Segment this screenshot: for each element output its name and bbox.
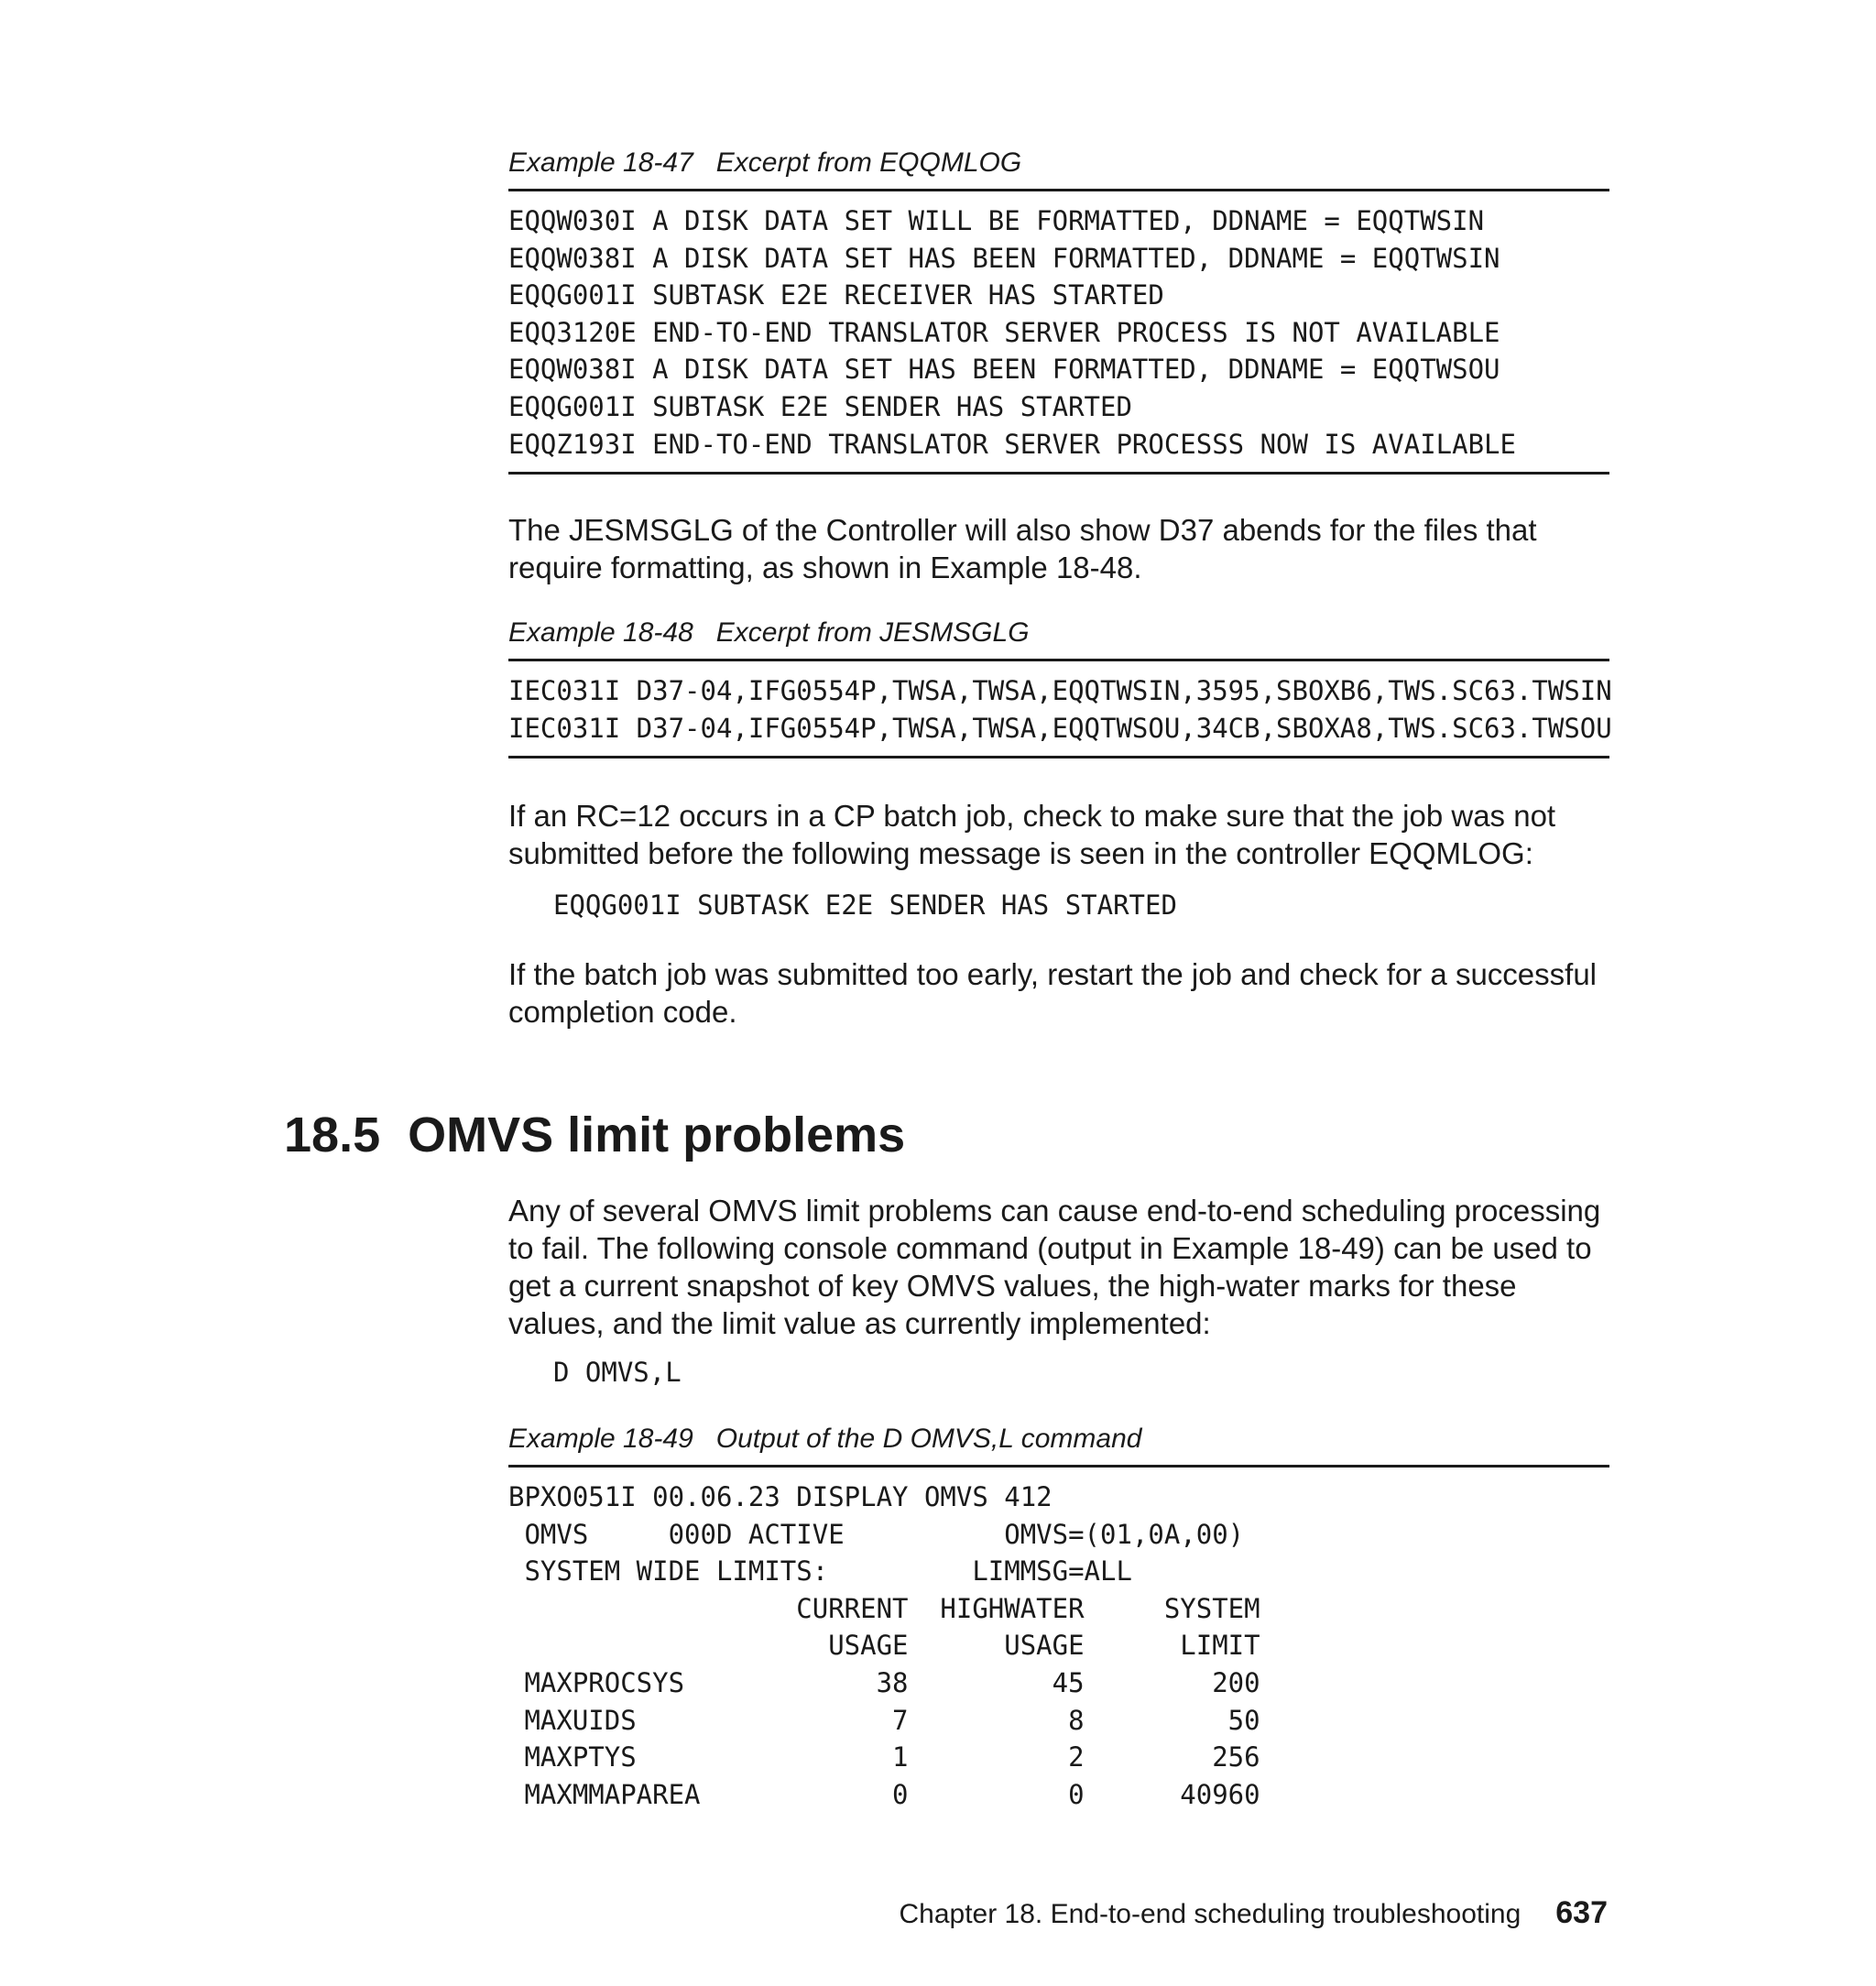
rule-top (508, 659, 1609, 661)
example-18-47 (508, 147, 1609, 475)
paragraph: If the batch job was submitted too early, restart the job and check for a successful completion code. (508, 957, 1597, 1029)
example-caption: Example 18-49 Output of the D OMVS,L command (508, 1424, 1142, 1454)
rule-top (508, 189, 1609, 191)
example-18-48 (508, 617, 1612, 758)
paragraph: If an RC=12 occurs in a CP batch job, check to make sure that the job was not submitted before the following message is seen in the controller EQQMLOG: (508, 799, 1556, 870)
example-caption: Example 18-48 Excerpt from JESMSGLG (508, 617, 1030, 648)
rule-top (508, 1465, 1609, 1468)
example-18-49 (508, 1423, 1609, 1813)
paragraph: The JESMSGLG of the Controller will also show D37 abends for the files that require formatting, as shown in Example 18-48. (508, 513, 1537, 584)
example-caption: Example 18-47 Excerpt from EQQMLOG (508, 147, 1022, 178)
section-heading: 18.5 OMVS limit problems (284, 1108, 906, 1162)
page-number: 637 (1555, 1895, 1608, 1930)
rule-bottom (508, 472, 1609, 475)
code-listing: IEC031I D37-04,IFG0554P,TWSA,TWSA,EQQTWSIN,3595,SBOXB6,TWS.SC63.TWSIN IEC031I D37-04,IFG0554P,TWSA,TWSA,EQQTWSOU,34CB,SBOXA8,TWS.SC63.TWSOU (508, 675, 1612, 744)
chapter-title: Chapter 18. End-to-end scheduling troubleshooting (899, 1899, 1522, 1929)
command-line: D OMVS,L (553, 1357, 682, 1388)
paragraph: Any of several OMVS limit problems can cause end-to-end scheduling processing to fail. The following console command (output in Example 18-49) can be used to get a current snapshot of key OMVS values, the high-water marks for these values, and the limit value as currently implemented: (508, 1194, 1601, 1340)
command-line: EQQG001I SUBTASK E2E SENDER HAS STARTED (553, 889, 1177, 921)
page-footer (899, 1894, 1608, 1933)
code-listing: EQQW030I A DISK DATA SET WILL BE FORMATTED, DDNAME = EQQTWSIN EQQW038I A DISK DATA SET HAS BEEN FORMATTED, DDNAME = EQQTWSIN EQQG001I SUBTASK E2E RECEIVER HAS STARTED EQQ3120E END-TO-END TRANSLATOR SERVER PROCESS IS NOT AVAILABLE EQQW038I A DISK DATA SET HAS BEEN FORMATTED, DDNAME = EQQTWSOU EQQG001I SUBTASK E2E SENDER HAS STARTED EQQZ193I END-TO-END TRANSLATOR SERVER PROCESSS NOW IS AVAILABLE (508, 205, 1516, 460)
code-listing: BPXO051I 00.06.23 DISPLAY OMVS 412 OMVS 000D ACTIVE OMVS=(01,0A,00) SYSTEM WIDE LIMITS: LIMMSG=ALL CURRENT HIGHWATER SYSTEM USAGE USAGE LIMIT MAXPROCSYS 38 45 200 MAXUIDS 7 8 50 MAXPTYS 1 2 256 MAXMMAPAREA 0 0 40960 (508, 1481, 1260, 1810)
rule-bottom (508, 756, 1609, 758)
